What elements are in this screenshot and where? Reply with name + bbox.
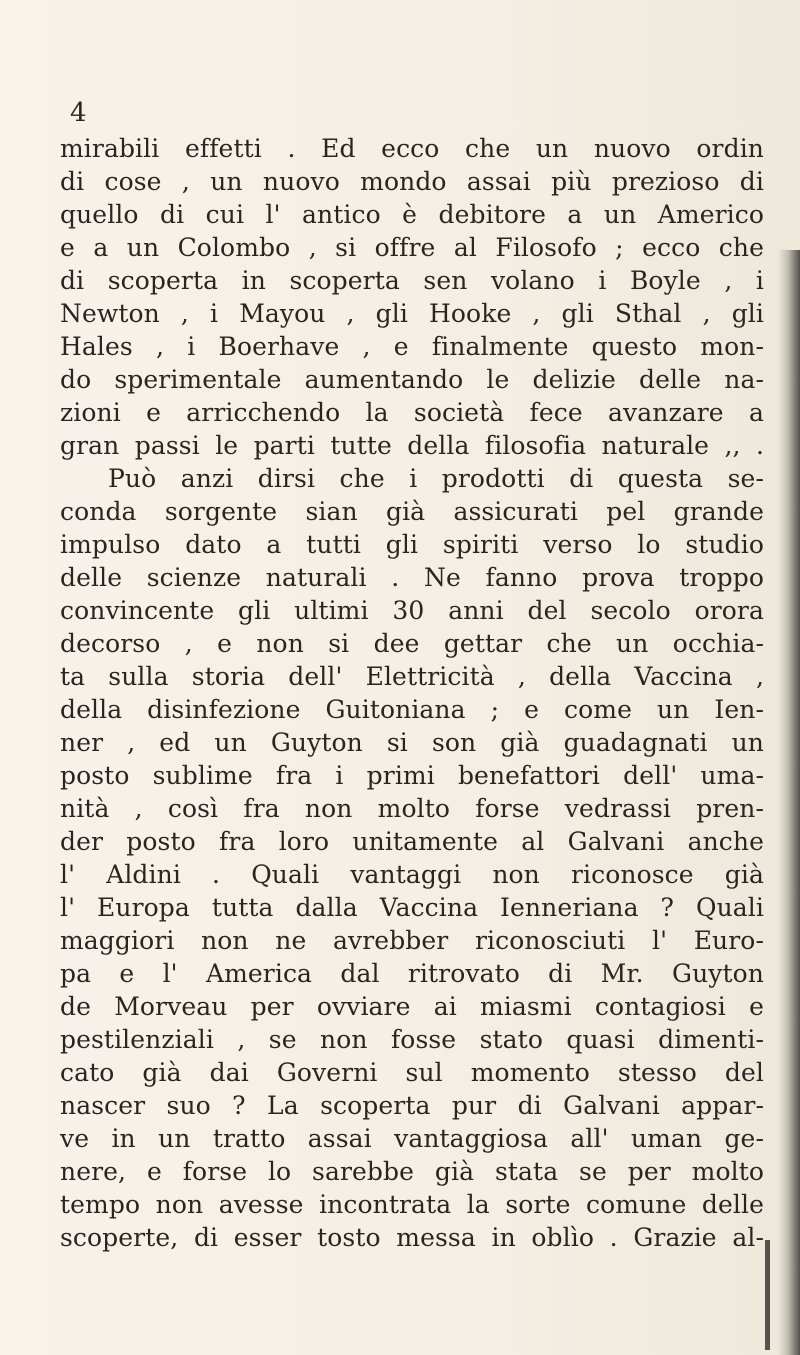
text-line: di scoperta in scoperta sen volano i Boyle , i	[60, 266, 764, 295]
text-line: scoperte, di esser tosto messa in oblìo . Grazie al-	[60, 1223, 764, 1252]
text-line: mirabili effetti . Ed ecco che un nuovo ordin	[60, 134, 764, 163]
text-line: delle scienze naturali . Ne fanno prova troppo	[60, 563, 764, 592]
text-line: Newton , i Mayou , gli Hooke , gli Sthal , gli	[60, 299, 764, 328]
text-line: nità , così fra non molto forse vedrassi pren-	[60, 794, 764, 823]
text-line: gran passi le parti tutte della filosofia naturale ,, .	[60, 431, 764, 460]
text-line: decorso , e non si dee gettar che un occhia-	[60, 629, 764, 658]
text-line: convincente gli ultimi 30 anni del secolo orora	[60, 596, 764, 625]
text-line: nere, e forse lo sarebbe già stata se per molto	[60, 1157, 764, 1186]
text-line: l' Europa tutta dalla Vaccina Ienneriana ? Quali	[60, 893, 764, 922]
text-line: pestilenziali , se non fosse stato quasi dimenti-	[60, 1025, 764, 1054]
body-text	[60, 132, 764, 1254]
text-line: maggiori non ne avrebber riconosciuti l' Euro-	[60, 926, 764, 955]
text-line: de Morveau per ovviare ai miasmi contagiosi e	[60, 992, 764, 1021]
text-line: conda sorgente sian già assicurati pel grande	[60, 497, 764, 526]
text-line: Hales , i Boerhave , e finalmente questo mon-	[60, 332, 764, 361]
text-line: ta sulla storia dell' Elettricità , della Vaccina ,	[60, 662, 764, 691]
text-line: posto sublime fra i primi benefattori dell' uma-	[60, 761, 764, 790]
text-line: quello di cui l' antico è debitore a un Americo	[60, 200, 764, 229]
page-number: 4	[70, 98, 87, 128]
text-line: e a un Colombo , si offre al Filosofo ; ecco che	[60, 233, 764, 262]
paragraph-start-line: Può anzi dirsi che i prodotti di questa se-	[108, 464, 764, 493]
text-line: ve in un tratto assai vantaggiosa all' uman ge-	[60, 1124, 764, 1153]
text-line: della disinfezione Guitoniana ; e come un Ien-	[60, 695, 764, 724]
text-line: zioni e arricchendo la società fece avanzare a	[60, 398, 764, 427]
text-line: do sperimentale aumentando le delizie delle na-	[60, 365, 764, 394]
text-line: cato già dai Governi sul momento stesso del	[60, 1058, 764, 1087]
text-line: ner , ed un Guyton si son già guadagnati un	[60, 728, 764, 757]
text-line: der posto fra loro unitamente al Galvani anche	[60, 827, 764, 856]
text-line: tempo non avesse incontrata la sorte comune delle	[60, 1190, 764, 1219]
text-line: l' Aldini . Quali vantaggi non riconosce già	[60, 860, 764, 889]
text-line: pa e l' America dal ritrovato di Mr. Guyton	[60, 959, 764, 988]
page-gutter-shadow	[778, 250, 800, 1355]
page-edge-mark	[765, 1240, 770, 1350]
text-line: impulso dato a tutti gli spiriti verso lo studio	[60, 530, 764, 559]
text-line: nascer suo ? La scoperta pur di Galvani appar-	[60, 1091, 764, 1120]
text-line: di cose , un nuovo mondo assai più prezioso di	[60, 167, 764, 196]
